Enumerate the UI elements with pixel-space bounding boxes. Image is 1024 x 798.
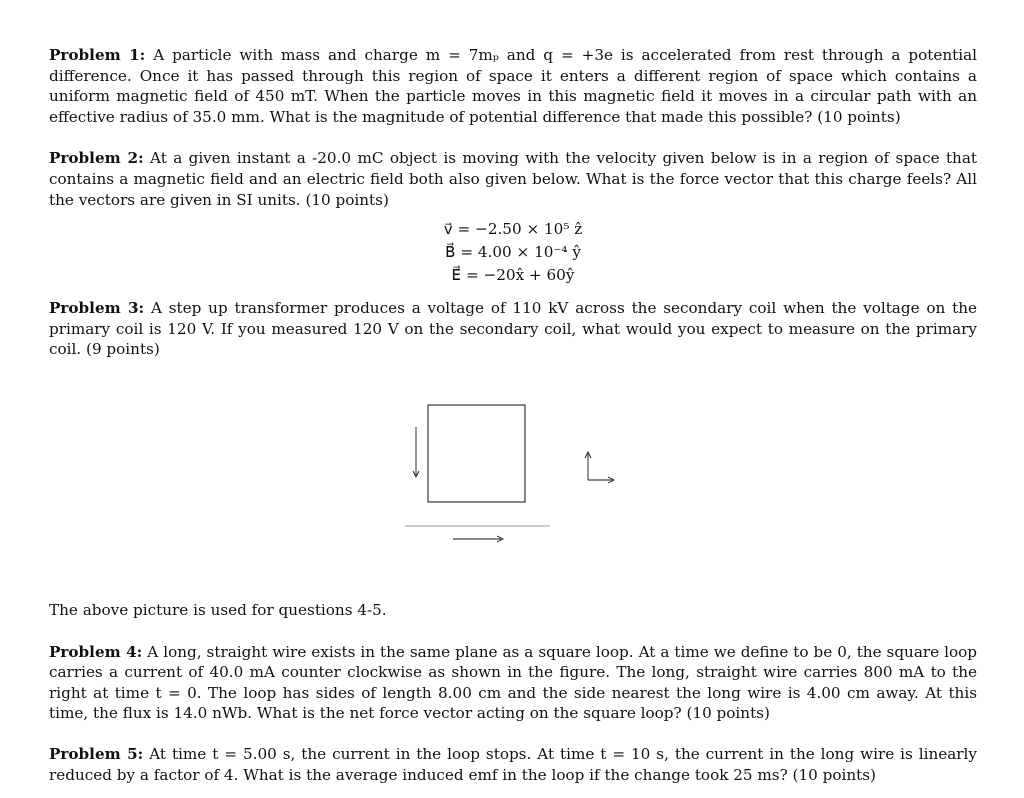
magnetic-field-equation: B⃗ = 4.00 × 10⁻⁴ ŷ [445,243,581,262]
problem-2-equations [49,218,977,287]
problem-1-text: A particle with mass and charge m = 7mₚ and q = +3e is accelerated from rest through a potential difference. Once it has passed through this region of space it enters a different region of space which contains a uniform magnetic field of 450 mT. When the particle moves in this magnetic field it moves in a circular path with an effective radius of 35.0 mm. What is the magnitude of potential difference that made this possible? (10 points) [49,46,977,126]
problem-2-label: Problem 2: [49,149,144,168]
loop-wire-figure [49,360,977,600]
problem-3-text: A step up transformer produces a voltage of 110 kV across the secondary coil when the voltage on the primary coil is 120 V. If you measured 120 V on the secondary coil, what would you expect to measure on the primary coil. (9 points) [49,299,978,359]
problem-3 [49,298,977,360]
problem-4-text: A long, straight wire exists in the same plane as a square loop. At a time we define to be 0, the square loop carries a current of 40.0 mA counter clockwise as shown in the figure. The long, straight wire carries 800 mA to the right at time t = 0. The loop has sides of length 8.00 cm and the side nearest the long wire is 4.00 cm away. At this time, the flux is 14.0 nWb. What is the net force vector acting on the square loop? (10 points) [49,642,977,723]
problem-4-label: Problem 4: [49,642,143,661]
problem-5-label: Problem 5: [49,744,144,763]
square-loop [428,405,525,502]
problem-1-label: Problem 1: [49,46,146,64]
problem-2-text: At a given instant a -20.0 mC object is moving with the velocity given below is in a region of space that contains a magnetic field and an electric field both also given below. What is the force vector that this charge feels? All the vectors are given in SI units. (10 points) [49,149,977,209]
figure-caption: The above picture is used for questions 4-5. [49,600,387,619]
problem-5 [49,744,977,785]
problem-1 [49,45,977,127]
problem-2 [49,148,977,210]
problem-3-label: Problem 3: [49,299,145,318]
exam-page [49,45,977,785]
problem-5-text: At time t = 5.00 s, the current in the loop stops. At time t = 10 s, the current in the long wire is linearly reduced by a factor of 4. What is the average induced emf in the loop if the change took 25 ms? (10 points) [49,744,977,784]
figure-svg [49,360,977,600]
velocity-equation: v⃗ = −2.50 × 10⁵ ẑ [443,220,583,239]
electric-field-equation: E⃗ = −20x̂ + 60ŷ [451,266,575,285]
problem-4 [49,642,977,724]
